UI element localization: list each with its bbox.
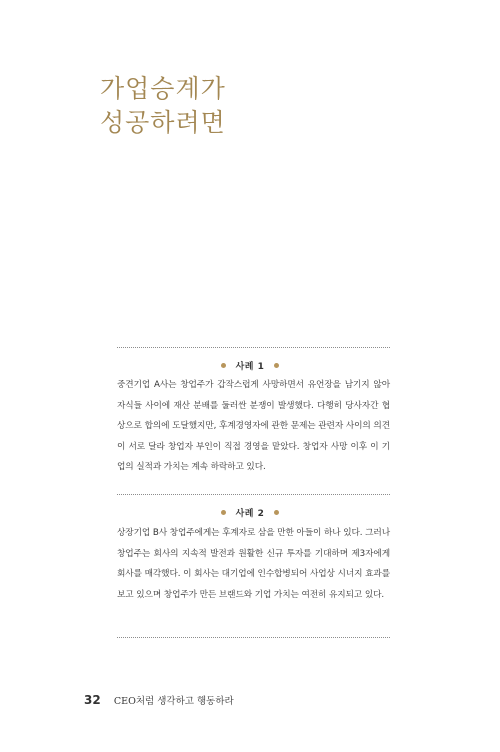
dotted-divider: [117, 347, 390, 348]
case-1-text: 중견기업 A사는 창업주가 갑작스럽게 사망하면서 유언장을 남기지 않아 자식들 사이에 재산 분배를 둘러싼 분쟁이 발생했다. 다행히 당사자간 협상으로 합의에 도달했지만, 후계경영자에 관한 문제는 관련자 사이의 의견이 서로 달라 창업자 부인이 직접 경영을 맡았다. 창업자 사망 이후 이 기업의 실적과 가치는 계속 하락하고 있다.: [117, 380, 390, 472]
chapter-title-line-2: 성공하려면: [100, 108, 226, 137]
running-title: CEO처럼 생각하고 행동하라: [113, 696, 234, 707]
bullet-icon: [274, 363, 279, 368]
bullet-icon: [274, 510, 279, 515]
page-number: 32: [84, 693, 101, 707]
case-1-header: [0, 359, 500, 372]
dotted-divider: [117, 637, 390, 638]
dotted-divider: [117, 494, 390, 495]
bullet-icon: [221, 363, 226, 368]
case-2-text: 상장기업 B사 창업주에게는 후계자로 삼을 만한 아들이 하나 있다. 그러나 창업주는 회사의 지속적 발전과 원활한 신규 투자를 기대하며 제3자에게 회사를 매각했다. 이 회사는 대기업에 인수합병되어 사업상 시너지 효과를 보고 있으며 창업주가 만든 브랜드와 기업 가치는 여전히 유지되고 있다.: [117, 528, 390, 600]
page-footer: [84, 693, 234, 707]
case-1-label: 사례 1: [235, 362, 265, 372]
chapter-title-line-1: 가업승계가: [100, 74, 226, 103]
case-2-header: [0, 506, 500, 519]
bullet-icon: [221, 510, 226, 515]
case-2-label: 사례 2: [235, 509, 265, 519]
chapter-title: [100, 72, 226, 140]
